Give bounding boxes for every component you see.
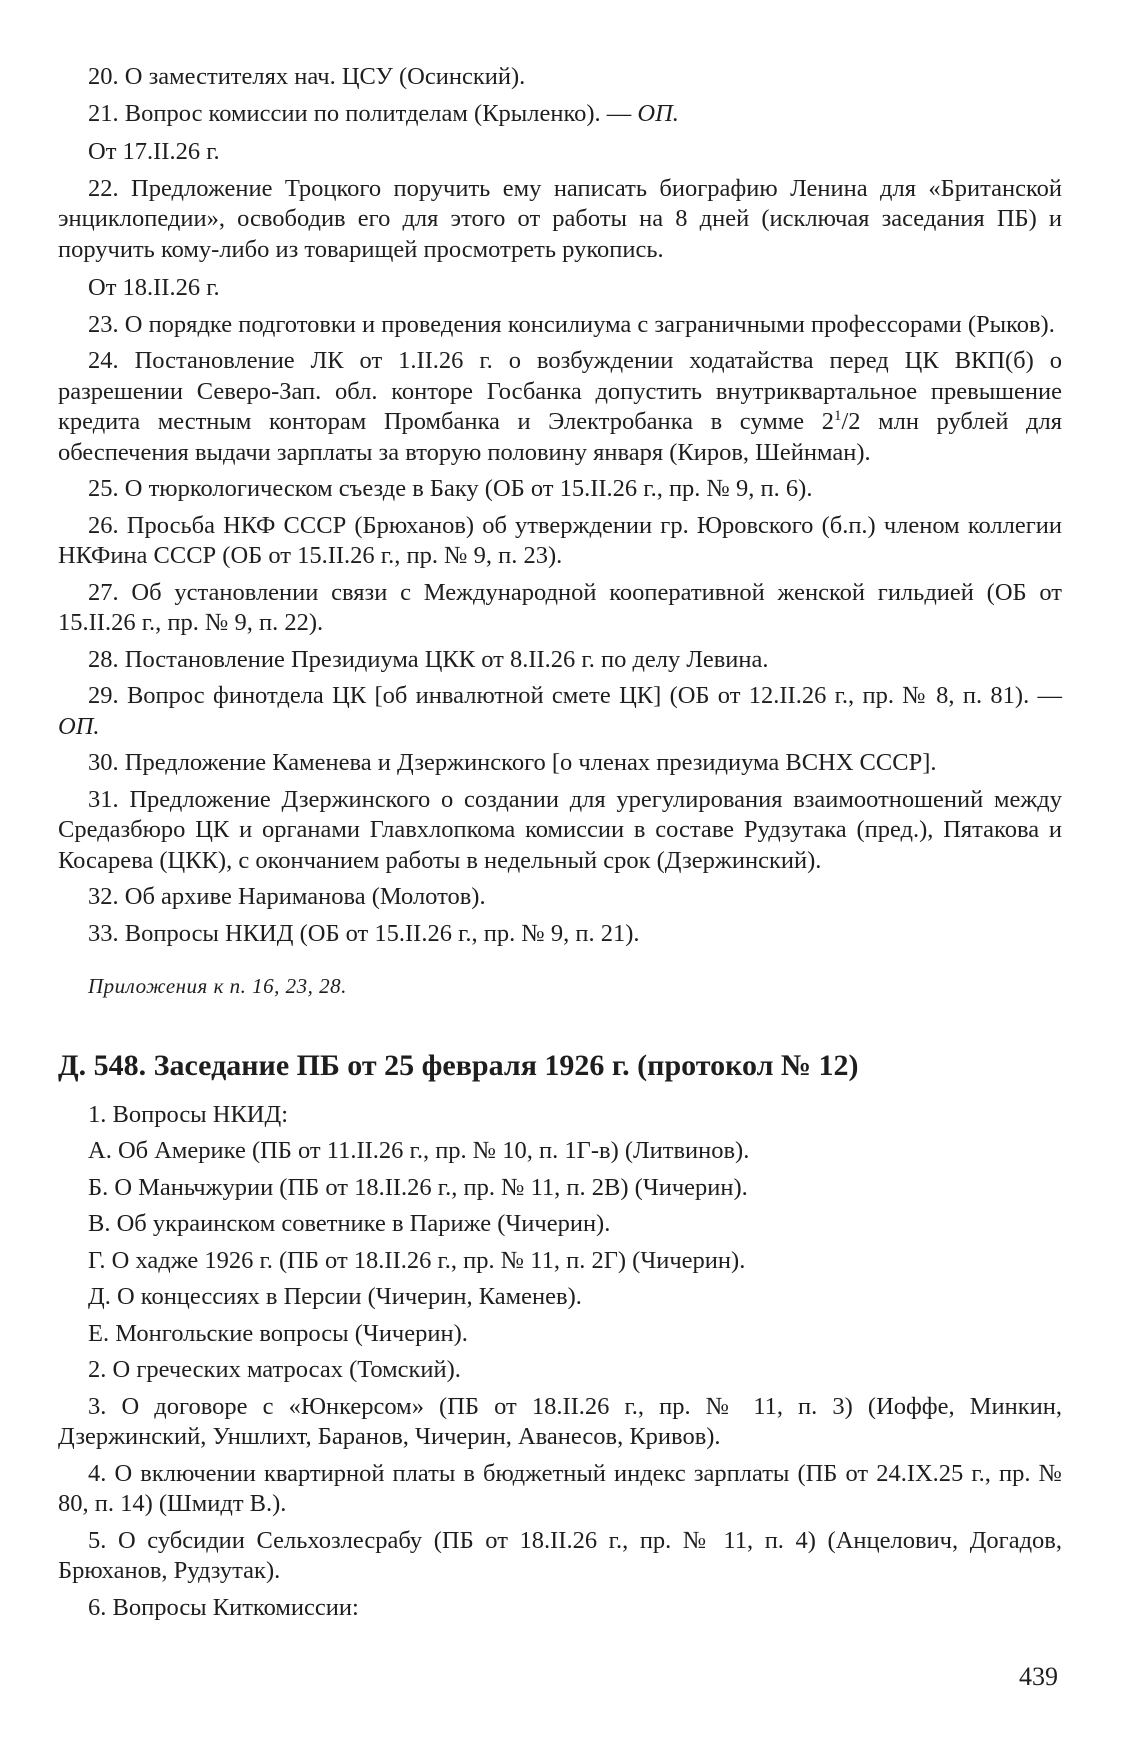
item-number: 21.	[88, 99, 125, 127]
agenda-item: Д. О концессиях в Персии (Чичерин, Каменев).	[88, 1283, 582, 1310]
agenda-item: 3. О договоре с «Юнкерсом» (ПБ от 18.II.26 г., пр. № 11, п. 3) (Иоффе, Минкин, Дзержинский, Уншлихт, Баранов, Чичерин, Аванесов, Кривов).	[58, 1392, 1062, 1450]
item-number: 31.	[88, 785, 130, 813]
agenda-list-bottom	[58, 1100, 1062, 1624]
item-number: 27.	[88, 578, 132, 606]
appendix-note: Приложения к п. 16, 23, 28.	[88, 974, 347, 998]
agenda-item: А. Об Америке (ПБ от 11.II.26 г., пр. № 10, п. 1Г-в) (Литвинов).	[88, 1137, 750, 1164]
item-text: Об установлении связи с Международной кооперативной женской гильдией (ОБ от 15.II.26 г., пр. № 9, п. 22).	[58, 578, 1063, 636]
agenda-item	[58, 99, 1062, 130]
agenda-item	[58, 645, 1062, 676]
item-text: Об архиве Нариманова (Молотов).	[124, 883, 486, 910]
decision-mark: ОП.	[58, 712, 100, 740]
item-text: 24. Постановление ЛК от 1.II.26 г. о возбуждении ходатайства перед ЦК ВКП(б) о разрешении Северо-Зап. обл. конторе Госбанка допустить внутриквартальное превышение кредита местным конторам Промбанка и Электробанка в сумме	[58, 347, 1062, 435]
agenda-item-23: 23. О порядке подготовки и проведения консилиума с заграничными профессорами (Рыков).	[88, 310, 1055, 338]
document-body	[58, 62, 1062, 1623]
item-text: Предложение Каменева и Дзержинского [о членах президиума ВСНХ СССР].	[124, 749, 937, 776]
agenda-item	[58, 578, 1062, 639]
item-text: Вопрос финотдела ЦК [об инвалютной смете ЦК] (ОБ от 12.II.26 г., пр. № 8, п. 81). —	[126, 682, 1063, 709]
item-text: Просьба НКФ СССР (Брюханов) об утверждении гр. Юровского (б.п.) членом коллегии НКФина СССР (ОБ от 15.II.26 г., пр. № 9, п. 23).	[58, 511, 1062, 569]
agenda-item	[58, 882, 1062, 913]
fraction-amount	[822, 408, 861, 435]
item-text: млн рублей для обеспечения выдачи зарплаты за вторую половину января (Киров, Шейнман).	[58, 408, 1062, 466]
agenda-item-24	[58, 346, 1062, 468]
agenda-item	[58, 681, 1062, 742]
agenda-item: В. Об украинском советнике в Париже (Чичерин).	[88, 1210, 611, 1237]
item-number: 20.	[88, 63, 125, 90]
item-number: 32.	[88, 883, 125, 910]
agenda-item: 6. Вопросы Киткомиссии:	[88, 1593, 359, 1621]
item-number: 33.	[88, 919, 125, 947]
agenda-item: 4. О включении квартирной платы в бюджетный индекс зарплаты (ПБ от 24.IX.25 г., пр. № 80, п. 14) (Шмидт В.).	[58, 1459, 1062, 1517]
item-text: Вопрос комиссии по политделам (Крыленко). —	[124, 99, 638, 127]
decision-mark: ОП.	[637, 99, 679, 127]
item-number: 26.	[88, 511, 127, 539]
date-line: От 18.II.26 г.	[88, 274, 220, 301]
agenda-item: 5. О субсидии Сельхозлесрабу (ПБ от 18.II.26 г., пр. № 11, п. 4) (Анцелович, Догадов, Брюханов, Рудзутак).	[58, 1526, 1062, 1584]
fraction-numerator: 1	[833, 407, 842, 424]
agenda-item	[58, 474, 1062, 505]
agenda-item	[58, 748, 1062, 779]
agenda-list-middle	[58, 474, 1062, 949]
agenda-item: 1. Вопросы НКИД:	[88, 1100, 289, 1128]
item-number: 29.	[88, 682, 127, 709]
item-number: 25.	[88, 475, 125, 502]
item-text: О тюркологическом съезде в Баку (ОБ от 15.II.26 г., пр. № 9, п. 6).	[124, 475, 813, 502]
section-heading: Д. 548. Заседание ПБ от 25 февраля 1926 г. (протокол № 12)	[58, 1048, 859, 1082]
item-text: Вопросы НКИД (ОБ от 15.II.26 г., пр. № 9, п. 21).	[124, 919, 640, 947]
item-number: 28.	[88, 645, 125, 673]
agenda-item-22: 22. Предложение Троцкого поручить ему написать биографию Ленина для «Британской энциклопедии», освободив его для этого от работы на 8 дней (исключая заседания ПБ) и поручить кому-либо из товарищей просмотреть рукопись.	[58, 174, 1062, 263]
agenda-item: 2. О греческих матросах (Томский).	[88, 1356, 461, 1383]
agenda-item	[58, 62, 1062, 93]
fraction-denominator: 2	[848, 408, 861, 435]
agenda-item: Г. О хадже 1926 г. (ПБ от 18.II.26 г., пр. № 11, п. 2Г) (Чичерин).	[88, 1246, 746, 1274]
item-text: Предложение Дзержинского о создании для урегулирования взаимоотношений между Средазбюро ЦК и органами Главхлопкома комиссии в составе Рудзутака (пред.), Пятакова и Косарева (ЦКК), с окончанием работы в недельный срок (Дзержинский).	[58, 785, 1062, 874]
agenda-list-top	[58, 62, 1062, 129]
agenda-item	[58, 785, 1062, 877]
fraction-slash: /	[841, 408, 849, 435]
page-number: 439	[1019, 1662, 1058, 1691]
agenda-item	[58, 919, 1062, 950]
item-text: О заместителях нач. ЦСУ (Осинский).	[124, 63, 526, 90]
agenda-item: Е. Монгольские вопросы (Чичерин).	[88, 1319, 468, 1347]
date-line: От 17.II.26 г.	[88, 138, 220, 165]
agenda-item	[58, 511, 1062, 572]
fraction-whole: 2	[821, 408, 834, 435]
item-number: 30.	[88, 749, 125, 776]
agenda-item: Б. О Маньчжурии (ПБ от 18.II.26 г., пр. № 11, п. 2В) (Чичерин).	[88, 1173, 748, 1201]
item-text: Постановление Президиума ЦКК от 8.II.26 г. по делу Левина.	[124, 645, 769, 673]
